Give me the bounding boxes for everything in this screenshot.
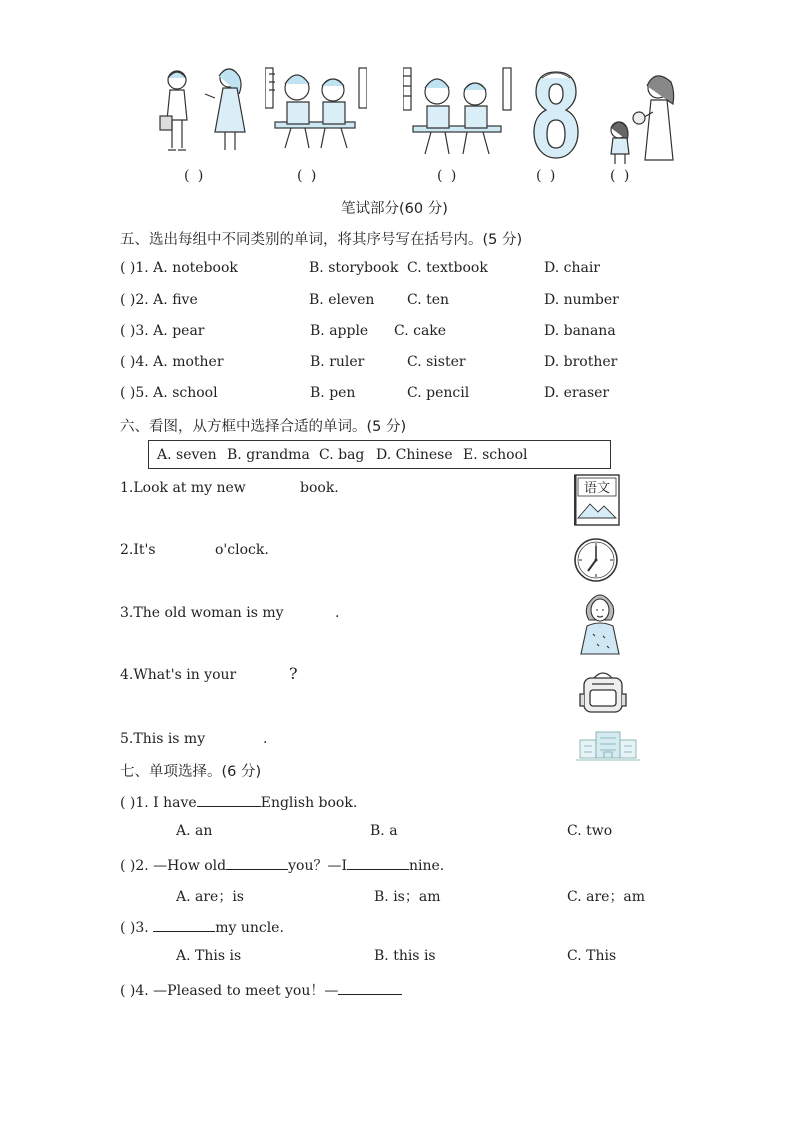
picture-number-eight (532, 70, 580, 160)
s7-q4-stem[interactable]: ( )4. —Pleased to meet you！— (120, 983, 339, 999)
answer-paren-pic-4[interactable]: ( ) (536, 168, 558, 184)
s6-item-1-after-text: book. (300, 480, 339, 496)
s6-item-2-text: 2.It's (120, 542, 156, 558)
s6-item-1-text: 1.Look at my new (120, 480, 246, 496)
s6-item-4 (120, 667, 236, 683)
s7-q2-option-b[interactable]: B. is；am (374, 889, 441, 905)
s7-q1-option-c[interactable]: C. two (567, 823, 613, 839)
chinese-book-label: 语文 (583, 481, 611, 496)
s7-q3-stem[interactable]: ( )3. (120, 920, 149, 936)
s7-q1-after: English book. (260, 795, 358, 811)
s5-item-1-a[interactable]: ( )1. A. notebook (120, 260, 238, 276)
s7-q1-stem[interactable]: ( )1. I have (120, 795, 197, 811)
s7-q3-option-b[interactable]: B. this is (374, 948, 436, 964)
answer-paren-pic-2[interactable]: ( ) (297, 168, 319, 184)
section5-title: 五、选出每组中不同类别的单词，将其序号写在括号内。(5 分) (120, 232, 523, 248)
s5-item-2-a[interactable]: ( )2. A. five (120, 292, 198, 308)
s7-q3-option-a[interactable]: A. This is (176, 948, 242, 964)
option-c: C. cake (394, 323, 447, 339)
option-d: D. number (544, 292, 619, 308)
answer-paren-pic-3[interactable]: ( ) (437, 168, 459, 184)
s7-q2 (120, 855, 444, 875)
s7-q2-after: nine. (409, 858, 445, 874)
option-c: C. ten (407, 292, 450, 308)
option-b: B. pen (310, 385, 356, 401)
option-b: B. apple (310, 323, 369, 339)
option-d: D. brother (544, 354, 618, 370)
s5-item-4-a[interactable]: ( )4. A. mother (120, 354, 224, 370)
option-d: D. banana (544, 323, 616, 339)
picture-mother-daughter-flowers (603, 72, 695, 164)
s5-item-3-a[interactable]: ( )3. A. pear (120, 323, 205, 339)
s6-item-3-after (335, 605, 339, 621)
s7-q3-blank[interactable] (153, 917, 215, 932)
option-d: D. chair (544, 260, 600, 276)
section6-title: 六、看图，从方框中选择合适的单词。(5 分) (120, 419, 407, 435)
option-c: C. textbook (407, 260, 488, 276)
picture-boy-girl-bench-2 (403, 66, 513, 160)
word-box-option-b: B. grandma (227, 447, 310, 463)
s6-item-5-text: 5.This is my (120, 731, 206, 747)
s7-q2-option-c[interactable]: C. are；am (567, 889, 646, 905)
word-box-option-d: D. Chinese (376, 447, 453, 463)
s7-q2-blank-1[interactable] (226, 855, 288, 870)
option-c: C. sister (407, 354, 466, 370)
s7-q4 (120, 980, 402, 1000)
s6-item-1-after (300, 480, 339, 496)
s6-item-2-after-text: o'clock. (215, 542, 269, 558)
section7-title: 七、单项选择。(6 分) (120, 764, 262, 780)
clock-icon (573, 537, 619, 583)
s7-q3 (120, 917, 284, 936)
word-box-option-c: C. bag (319, 447, 365, 463)
chinese-book-icon (574, 474, 620, 526)
s6-item-5-after (263, 731, 267, 747)
s6-item-1 (120, 480, 246, 496)
s5-item-5-a[interactable]: ( )5. A. school (120, 385, 218, 401)
s7-q1-option-b[interactable]: B. a (370, 823, 398, 839)
grandma-picture (577, 590, 623, 656)
word-box-option-a: A. seven (157, 447, 217, 463)
s7-q2-mid: you？—I (288, 858, 348, 874)
s6-item-5-after-text: . (263, 731, 268, 747)
s6-item-4-after-text: ? (289, 664, 298, 683)
word-box (148, 440, 611, 469)
s6-item-4-after (289, 664, 298, 683)
option-c: C. pencil (407, 385, 470, 401)
answer-paren-pic-5[interactable]: ( ) (610, 168, 632, 184)
option-b: B. eleven (309, 292, 375, 308)
written-part-title: 笔试部分(60 分) (341, 201, 448, 217)
s6-item-4-text: 4.What's in your (120, 667, 237, 683)
s6-item-5 (120, 731, 205, 747)
option-b: B. ruler (310, 354, 365, 370)
s6-item-2 (120, 542, 156, 558)
picture-girls-greeting (155, 66, 255, 158)
picture-boy-girl-bench-1 (265, 66, 367, 154)
s7-q2-blank-2[interactable] (347, 855, 409, 870)
s6-item-2-after (215, 542, 269, 558)
s7-q1 (120, 792, 357, 811)
s7-q2-option-a[interactable]: A. are；is (176, 889, 244, 905)
schoolbag-icon (578, 670, 628, 716)
s6-item-3-text: 3.The old woman is my (120, 605, 284, 621)
answer-paren-pic-1[interactable]: ( ) (184, 168, 206, 184)
s7-q3-option-c[interactable]: C. This (567, 948, 617, 964)
s6-item-3 (120, 605, 284, 621)
option-b: B. storybook (309, 260, 399, 276)
word-box-option-e: E. school (463, 447, 528, 463)
s6-item-3-after-text: . (335, 605, 340, 621)
s7-q2-stem[interactable]: ( )2. —How old (120, 858, 227, 874)
school-building-picture (576, 728, 640, 762)
option-d: D. eraser (544, 385, 610, 401)
s7-q1-option-a[interactable]: A. an (176, 823, 213, 839)
s7-q1-blank[interactable] (197, 792, 261, 807)
s7-q3-after: my uncle. (215, 920, 284, 936)
s7-q4-blank[interactable] (338, 980, 402, 995)
